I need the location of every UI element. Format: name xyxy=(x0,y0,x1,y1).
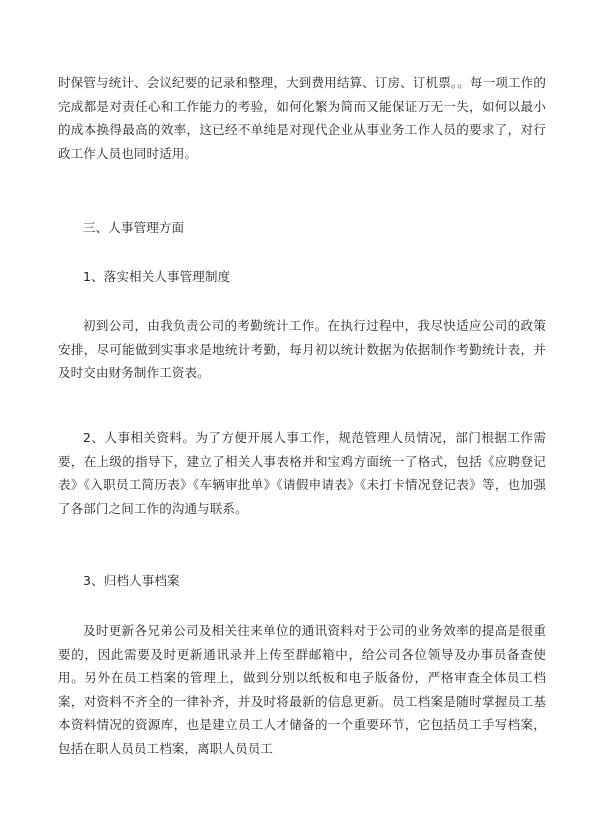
section-heading-hr-management: 三、人事管理方面 xyxy=(83,220,185,235)
paragraph-admin-work: 时保管与统计、会议纪要的记录和整理，大到费用结算、订房、订机票。。每一项工作的完成都是对责任心和工作能力的考验，如何化繁为简而又能保证万无一失，如何以最小的成本换得最高的效率，这已经不单纯是对现代企业从事业务工作人员的要求了，对行政工作人员也同时适用。 xyxy=(58,75,546,161)
paragraph-attendance: 初到公司，由我负责公司的考勤统计工作。在执行过程中，我尽快适应公司的政策安排，尽可能做到实事求是地统计考勤，每月初以统计数据为依据制作考勤统计表，并及时交由财务制作工资表。 xyxy=(58,318,546,380)
subheading-hr-policies: 1、落实相关人事管理制度 xyxy=(83,269,231,284)
paragraph-archives: 及时更新各兄弟公司及相关往来单位的通讯资料对于公司的业务效率的提高是很重要的，因此需要及时更新通讯录并上传至群邮箱中，给公司各位领导及办事员备查使用。另外在员工档案的管理上，做到分别以纸板和电子版备份，严格审查全体员工档案，对资料不齐全的一律补齐，并及时将最新的信息更新。员工档案是随时掌握员工基本资料情况的资源库，也是建立员工人才储备的一个重要环节，它包括员工手写档案，包括在职人员员工档案，离职人员员工 xyxy=(58,623,546,756)
paragraph-hr-materials: 2、人事相关资料。为了方便开展人事工作，规范管理人员情况，部门根据工作需要，在上级的指导下，建立了相关人事表格并和宝鸡方面统一了格式，包括《应聘登记表》《入职员工简历表》《车辆审批单》《请假申请表》《未打卡情况登记表》等，也加强了各部门之间工作的沟通与联系。 xyxy=(58,430,546,516)
subheading-hr-archives: 3、归档人事档案 xyxy=(83,573,180,588)
